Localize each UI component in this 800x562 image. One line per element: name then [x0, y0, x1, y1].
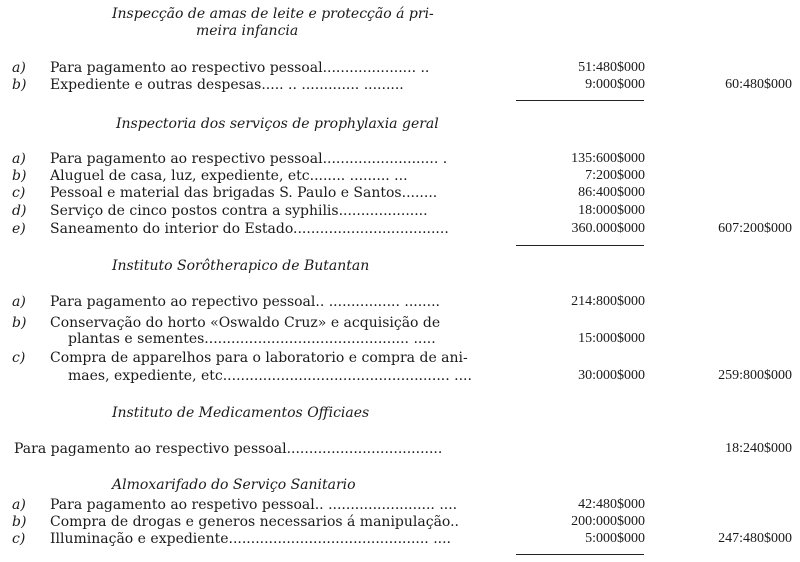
table-row	[0, 315, 800, 331]
item-amount: 15:000$000	[578, 331, 645, 346]
item-description: Serviço de cinco postos contra a syphilis....................	[50, 203, 428, 219]
item-amount: 135:600$000	[571, 151, 645, 166]
section-heading: Almoxarifado do Serviço Sanitario	[112, 477, 356, 493]
item-description: Aluguel de casa, luz, expediente, etc........ ......... ...	[50, 168, 408, 184]
item-letter: c)	[12, 531, 26, 547]
item-description: Para pagamento ao repectivo pessoal.. ................ ........	[50, 294, 440, 310]
table-row	[0, 368, 800, 384]
item-amount: 86:400$000	[578, 185, 645, 200]
item-description: Para pagamento ao respectivo pessoal.......................... .	[50, 151, 448, 167]
table-row	[0, 203, 800, 219]
item-amount: 51:480$000	[578, 60, 645, 75]
table-row	[0, 441, 800, 457]
item-description: Pessoal e material das brigadas S. Paulo e Santos........	[50, 185, 438, 201]
table-row	[0, 531, 800, 547]
item-description: Expediente e outras despesas..... .. ............. .........	[50, 77, 404, 93]
item-letter: d)	[12, 203, 27, 219]
table-row	[0, 168, 800, 184]
table-row	[0, 514, 800, 530]
table-row	[0, 60, 800, 76]
section-total: 18:240$000	[725, 441, 792, 456]
item-letter: a)	[12, 294, 26, 310]
item-letter: b)	[12, 315, 27, 331]
item-amount: 9:000$000	[585, 77, 645, 92]
subtotal-rule	[516, 245, 644, 246]
item-description: Para pagamento ao respectivo pessoal..................... ..	[50, 60, 430, 76]
section-heading: Instituto de Medicamentos Officiaes	[112, 405, 370, 421]
item-amount: 7:200$000	[585, 168, 645, 183]
item-description-continued: plantas e sementes.............................................. .....	[68, 331, 436, 347]
item-amount: 18:000$000	[578, 203, 645, 218]
item-amount: 360.000$000	[571, 221, 645, 236]
item-letter: b)	[12, 514, 27, 530]
item-letter: a)	[12, 60, 26, 76]
item-description: Conservação do horto «Oswaldo Cruz» e acquisição de	[50, 315, 441, 331]
item-letter: a)	[12, 151, 26, 167]
item-amount: 200:000$000	[571, 514, 645, 529]
item-letter: b)	[12, 77, 27, 93]
item-amount: 5:000$000	[585, 531, 645, 546]
section-total: 607:200$000	[718, 221, 792, 236]
section-heading: Instituto Sorôtherapico de Butantan	[112, 258, 370, 274]
item-amount: 214:800$000	[571, 294, 645, 309]
subtotal-rule	[516, 100, 644, 101]
item-letter: a)	[12, 497, 26, 513]
table-row	[0, 331, 800, 347]
item-description: Compra de apparelhos para o laboratorio e compra de ani-	[50, 350, 468, 366]
section-total: 259:800$000	[718, 368, 792, 383]
section-heading: Inspectoria dos serviços de prophylaxia geral	[116, 116, 439, 132]
table-row	[0, 151, 800, 167]
subtotal-rule	[516, 554, 644, 555]
table-row	[0, 497, 800, 513]
item-letter: b)	[12, 168, 27, 184]
item-description-continued: maes, expediente, etc................................................... ....	[68, 368, 472, 384]
section-total: 247:480$000	[718, 531, 792, 546]
section-heading-continued: meira infancia	[196, 23, 299, 39]
section-heading: Inspecção de amas de leite e protecção á pri-	[112, 6, 434, 22]
item-amount: 30:000$000	[578, 368, 645, 383]
table-row	[0, 350, 800, 366]
table-row	[0, 294, 800, 310]
table-row	[0, 77, 800, 93]
item-letter: c)	[12, 350, 26, 366]
item-description: Compra de drogas e generos necessarios á manipulação..	[50, 514, 459, 530]
table-row	[0, 185, 800, 201]
item-description: Saneamento do interior do Estado...................................	[50, 221, 449, 237]
item-description: Para pagamento ao respectivo pessoal...................................	[14, 441, 443, 457]
item-letter: c)	[12, 185, 26, 201]
item-letter: e)	[12, 221, 26, 237]
table-row	[0, 221, 800, 237]
item-description: Para pagamento ao respetivo pessoal.. ........................ ....	[50, 497, 458, 513]
section-total: 60:480$000	[725, 77, 792, 92]
item-description: Illuminação e expediente............................................. ....	[50, 531, 452, 547]
item-amount: 42:480$000	[578, 497, 645, 512]
